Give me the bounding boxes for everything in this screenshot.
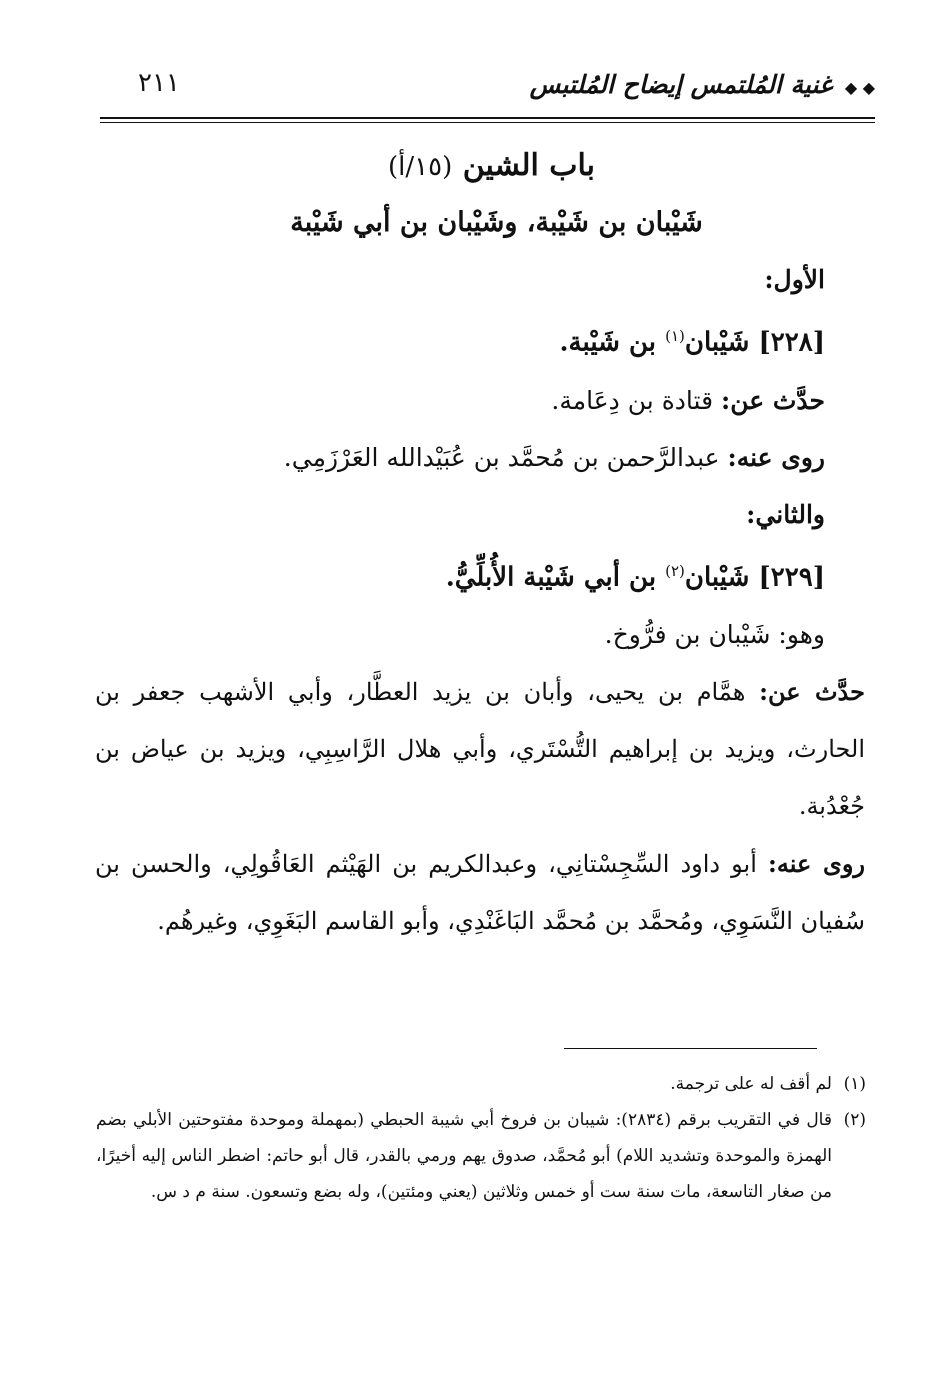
entry-228 (98, 308, 825, 372)
second-narrated-from: حدَّث عن: همَّام بن يحيى، وأبان بن يزيد العطَّار، وأبي الأشهب جعفر بن الحارث، ويزيد بن إبراهيم التُّسْتَري، وأبي هلال الرَّاسِبِي، ويزيد بن عياض بن جُعْدُبة. (95, 677, 865, 821)
diamond-ornament-icon: ◆ ◆ (844, 78, 875, 97)
first-heading: الأول: (764, 265, 825, 294)
header-rule-thin (100, 122, 875, 123)
footnote (96, 1102, 866, 1210)
footnote-marker: (٢) (665, 561, 685, 580)
entry-229 (98, 543, 825, 607)
folio-reference: (١٥/أ) (388, 152, 453, 182)
running-title (530, 70, 875, 99)
first-narrated-from: حدَّث عن: قتادة بن دِعَامة. (551, 385, 825, 415)
second-heading: والثاني: (746, 499, 825, 529)
entry-name: شَيْبان (684, 562, 750, 593)
footnote-text: لم أقف له على ترجمة. (670, 1074, 832, 1094)
second-alias: وهو: شَيْبان بن فرُّوخ. (604, 620, 825, 650)
footnote-number: (٢) (843, 1110, 866, 1130)
header-rule-thick (100, 117, 875, 119)
chapter-subtitle: شَيْبان بن شَيْبة، وشَيْبان بن أبي شَيْبة (290, 207, 703, 238)
second-transmitted-by: روى عنه: أبو داود السِّجِسْتانِي، وعبدالكريم بن الهَيْثم العَاقُولِي، والحسن بن سُفيان النَّسَوِي، ومُحمَّد بن مُحمَّد البَاغَنْدِي، وأبو القاسم البَغَوِي، وغيرهُم. (95, 849, 866, 936)
chapter-title: باب الشين (١٥/أ) (388, 148, 595, 183)
footnote (96, 1066, 866, 1102)
entry-rest: بن شَيْبة. (559, 327, 657, 358)
page-body (95, 138, 866, 950)
entry-rest: بن أبي شَيْبة الأُبلِّيُّ. (445, 562, 657, 593)
entry-number: [٢٢٩] (758, 562, 825, 593)
footnote-marker: (١) (665, 327, 685, 345)
footnote-number: (١) (843, 1074, 866, 1094)
entry-number: [٢٢٨] (758, 327, 825, 358)
footnote-text: قال في التقريب برقم (٢٨٣٤): شيبان بن فروخ أبي شيبة الحبطي (بمهملة وموحدة مفتوحتين الأبلي بضم الهمزة والموحدة وتشديد اللام) أبو مُحمَّد، صدوق يهم ورمي بالقدر، قال أبو حاتم: اضطر الناس إليه أخيرًا، من صغار التاسعة، مات سنة ست أو خمس وثلاثين (يعني ومئتين)، وله بضع وتسعون. سنة م د س. (96, 1110, 832, 1202)
page-header (100, 66, 875, 114)
first-transmitted-by: روى عنه: عبدالرَّحمن بن مُحمَّد بن عُبَيْدالله العَرْزَمِي. (283, 442, 825, 472)
footnotes (96, 1066, 866, 1210)
entry-name: شَيْبان (684, 327, 750, 358)
book-title: غنية المُلتمس إيضاح المُلتبس (529, 70, 833, 99)
page-number: ٢١١ (138, 68, 180, 98)
footnote-separator (564, 1048, 817, 1049)
